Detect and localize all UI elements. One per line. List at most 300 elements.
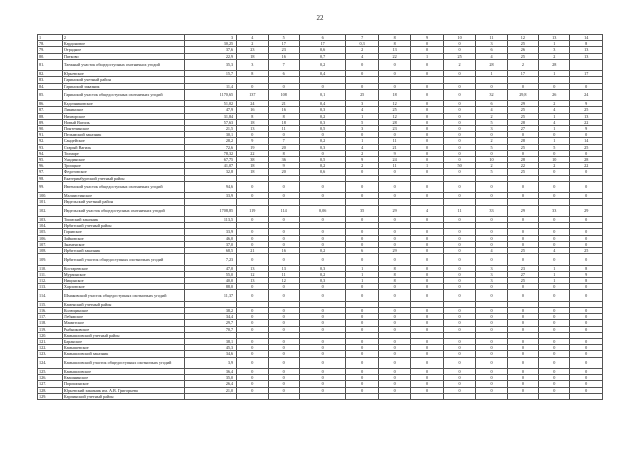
table-cell: 0 (443, 89, 475, 100)
table-cell: 0 (237, 181, 268, 192)
table-cell: 0,7 (299, 53, 346, 59)
table-cell: 0,06 (299, 205, 346, 216)
table-cell: 10 (476, 157, 507, 163)
table-cell: 4 (539, 107, 570, 113)
table-cell: 0,6 (299, 47, 346, 53)
table-cell: 1 (38, 35, 63, 41)
table-cell: 38,1 (185, 339, 237, 345)
table-cell: Ирбитский участок общедоступных охотничьих угодий (62, 254, 184, 265)
table-cell: 0 (346, 308, 378, 314)
table-cell: 3 (346, 126, 378, 132)
table-cell: 0 (346, 229, 378, 235)
table-cell: Пелымский заказник (62, 132, 184, 138)
table-cell: 0 (539, 229, 570, 235)
table-cell: 28 (378, 119, 410, 125)
table-cell: 0 (476, 387, 507, 393)
table-cell: Зайковское (62, 235, 184, 241)
table-cell: 1 (539, 278, 570, 284)
table-cell: 25 (507, 113, 538, 119)
table-cell: 72,6 (185, 144, 237, 150)
table-cell: 24 (570, 89, 603, 100)
table-cell: 0 (268, 326, 299, 332)
table-cell (299, 393, 346, 399)
table-cell: 0 (299, 193, 346, 199)
table-cell: 108. (38, 248, 63, 254)
table-cell: 0 (539, 308, 570, 314)
table-cell: 126. (38, 375, 63, 381)
table-cell: 0 (299, 229, 346, 235)
table-row (38, 290, 603, 301)
table-cell: 6 (476, 47, 507, 53)
table-cell: 113,5 (185, 217, 237, 223)
table-cell: 0 (443, 229, 475, 235)
table-cell: 0 (268, 241, 299, 247)
table-cell: 0 (539, 235, 570, 241)
table-cell: 25 (570, 107, 603, 113)
table-cell: 28 (507, 157, 538, 163)
table-cell: Кардоновое (62, 41, 184, 47)
table-cell: Лебяжское (62, 314, 184, 320)
table-cell: 0 (507, 83, 538, 89)
table-cell: 0 (443, 320, 475, 326)
table-cell: 37,6 (185, 47, 237, 53)
table-cell: 0 (507, 235, 538, 241)
table-cell: 0 (443, 326, 475, 332)
table-cell: 4 (237, 35, 268, 41)
table-cell: 0 (570, 193, 603, 199)
table-cell: 18 (237, 163, 268, 169)
table-cell: 0 (570, 326, 603, 332)
table-cell: 4 (476, 248, 507, 254)
table-cell: 114 (268, 205, 299, 216)
table-cell: 113. (38, 284, 63, 290)
table-cell: 0 (570, 308, 603, 314)
table-cell: 0 (476, 369, 507, 375)
table-cell: 0 (570, 169, 603, 175)
table-cell: 99. (38, 181, 63, 192)
table-cell: 17 (268, 41, 299, 47)
table-cell: 1 (539, 71, 570, 77)
table-cell: 0 (443, 113, 475, 119)
table-cell: 0 (299, 241, 346, 247)
table-cell: Горявское (62, 229, 184, 235)
table-cell: 0 (237, 357, 268, 368)
table-cell: 0 (411, 345, 443, 351)
table-cell: 0 (476, 181, 507, 192)
table-cell: 36 (268, 157, 299, 163)
table-row (38, 181, 603, 192)
table-cell: Троицкое (62, 163, 184, 169)
table-cell: 1 (346, 271, 378, 277)
table-cell: 0 (378, 71, 410, 77)
table-cell: 0 (268, 254, 299, 265)
table-cell: 0 (378, 381, 410, 387)
table-cell: 37,0 (185, 241, 237, 247)
table-cell: 0 (346, 132, 378, 138)
table-cell: Ирбитский заказник (62, 248, 184, 254)
table-cell: 0 (507, 193, 538, 199)
table-cell: 34,6 (185, 351, 237, 357)
table-cell: 0 (299, 351, 346, 357)
table-cell: 0 (539, 357, 570, 368)
table-cell: 21,5 (185, 126, 237, 132)
table-cell: 0 (268, 132, 299, 138)
table-cell: 23 (237, 47, 268, 53)
table-cell: 0 (411, 320, 443, 326)
table-cell: 1708,85 (185, 205, 237, 216)
table-cell: 14 (570, 138, 603, 144)
table-cell: 35 (346, 205, 378, 216)
table-cell: Костаревское (62, 265, 184, 271)
table-cell: 0 (268, 314, 299, 320)
table-cell: 0 (507, 326, 538, 332)
table-cell: 0 (443, 101, 475, 107)
table-cell: 0 (507, 357, 538, 368)
table-cell: 1 (539, 41, 570, 47)
table-cell: 116. (38, 308, 63, 314)
table-cell: 0 (411, 132, 443, 138)
table-cell: 0 (411, 271, 443, 277)
table-cell: 96. (38, 163, 63, 169)
table-cell: 11,37 (185, 290, 237, 301)
table-cell: 0 (539, 326, 570, 332)
table-cell: 0 (411, 248, 443, 254)
table-cell: 0 (507, 314, 538, 320)
table-cell: 0 (378, 169, 410, 175)
table-cell: 0 (411, 83, 443, 89)
table-cell: 0 (570, 381, 603, 387)
table-cell: 0,2 (299, 248, 346, 254)
table-cell: 0,4 (299, 71, 346, 77)
table-cell: 0 (299, 284, 346, 290)
table-cell: 118. (38, 320, 63, 326)
table-cell: 23 (507, 265, 538, 271)
table-cell: 25 (507, 278, 538, 284)
table-cell (443, 393, 475, 399)
table-cell: Юрьевский заказник им. А.В. Григорьева (62, 387, 184, 393)
table-cell: 25 (378, 107, 410, 113)
table-cell: 0 (346, 369, 378, 375)
table-cell: 0 (570, 181, 603, 192)
table-cell: 23 (378, 126, 410, 132)
table-cell: 0 (237, 369, 268, 375)
table-cell: 6 (346, 248, 378, 254)
table-cell: 0 (268, 290, 299, 301)
table-cell: 0 (411, 193, 443, 199)
table-cell: 47,0 (185, 265, 237, 271)
table-cell: 3 (185, 35, 237, 41)
table-cell: 28 (570, 157, 603, 163)
table-cell: 0 (299, 339, 346, 345)
table-cell: 0 (237, 375, 268, 381)
table-cell: 0 (237, 381, 268, 387)
table-cell: 0 (237, 351, 268, 357)
table-cell: 0 (411, 89, 443, 100)
table-cell: 90. (38, 126, 63, 132)
table-cell: 0 (346, 351, 378, 357)
table-cell: 0 (378, 387, 410, 393)
table-cell: 4 (411, 205, 443, 216)
table-cell: 7 (346, 35, 378, 41)
table-cell: 0 (443, 235, 475, 241)
table-cell: 0 (378, 351, 410, 357)
table-cell: Камышловский заказник (62, 351, 184, 357)
table-cell: 0 (443, 150, 475, 156)
table-cell: 0 (268, 217, 299, 223)
table-cell: Колюцинское (62, 308, 184, 314)
table-cell: 4 (346, 107, 378, 113)
table-cell: Старый Вагиль (62, 144, 184, 150)
table-cell: 0 (539, 241, 570, 247)
table-cell: 51,02 (185, 101, 237, 107)
table-row (38, 357, 603, 368)
table-cell: 0 (539, 345, 570, 351)
table-cell: 25 (507, 53, 538, 59)
table-cell: 7 (268, 59, 299, 70)
table-cell: Унадинское (62, 157, 184, 163)
table-cell: 0 (507, 284, 538, 290)
table-cell (185, 393, 237, 399)
table-cell: 33 (476, 205, 507, 216)
table-cell: 0 (570, 217, 603, 223)
table-cell: 2 (476, 163, 507, 169)
table-cell: 0 (299, 150, 346, 156)
table-cell: 28 (507, 119, 538, 125)
table-cell: 26,4 (185, 381, 237, 387)
table-cell: 0 (411, 381, 443, 387)
table-cell: 1 (539, 271, 570, 277)
table-cell: 0 (507, 320, 538, 326)
table-cell: 45,3 (185, 345, 237, 351)
table-row (38, 254, 603, 265)
table-cell: 12 (507, 35, 538, 41)
table-cell: 119 (237, 205, 268, 216)
table-cell: 0 (570, 320, 603, 326)
table-cell: 57,63 (185, 119, 237, 125)
table-cell: 0 (346, 381, 378, 387)
table-cell: 80. (38, 53, 63, 59)
table-cell: 0 (507, 181, 538, 192)
table-cell: 55,0 (185, 271, 237, 277)
table-cell: 32,8 (185, 169, 237, 175)
table-cell: 79. (38, 47, 63, 53)
table-cell: 4 (346, 53, 378, 59)
table-cell: 20 (268, 144, 299, 150)
table-cell: 0 (539, 169, 570, 175)
table-cell: 3 (476, 41, 507, 47)
table-cell: 125. (38, 369, 63, 375)
table-cell: 0 (476, 375, 507, 381)
table-cell: 67,75 (185, 157, 237, 163)
table-cell: 0 (411, 369, 443, 375)
table-cell: 0 (570, 351, 603, 357)
table-cell: 0 (443, 387, 475, 393)
table-cell: 0 (299, 357, 346, 368)
table-cell: 124. (38, 357, 63, 368)
table-cell: 6 (268, 71, 299, 77)
table-cell (570, 393, 603, 399)
table-cell: Нихворское (62, 113, 184, 119)
table-cell: 0,2 (299, 138, 346, 144)
table-cell: 0 (237, 229, 268, 235)
table-cell: 0 (346, 241, 378, 247)
table-cell: 13 (237, 126, 268, 132)
table-cell: 0 (268, 369, 299, 375)
table-cell: 120. (38, 332, 63, 338)
table-cell: 33,9 (185, 229, 237, 235)
table-cell: 0 (237, 308, 268, 314)
table-cell: Малиистинское (62, 193, 184, 199)
table-cell: 40,0 (185, 278, 237, 284)
table-cell: 0 (443, 271, 475, 277)
table-cell: 0 (299, 369, 346, 375)
table-cell: Знаменское (62, 241, 184, 247)
table-cell: 0 (507, 369, 538, 375)
table-cell: Ирбитский учетный район (62, 223, 184, 229)
table-cell: 0 (411, 254, 443, 265)
table-cell: Гаринский заказник (62, 83, 184, 89)
table-cell: 0 (411, 278, 443, 284)
table-cell: 1 (346, 265, 378, 271)
table-cell: 33 (539, 205, 570, 216)
data-table (37, 34, 603, 400)
table-cell: 0 (443, 193, 475, 199)
table-cell: 0 (237, 326, 268, 332)
table-cell: 25 (507, 169, 538, 175)
table-cell: 25 (507, 41, 538, 47)
table-cell: 0 (411, 290, 443, 301)
table-cell: 108 (268, 89, 299, 100)
table-cell: 0 (443, 47, 475, 53)
table-cell: 0 (443, 314, 475, 320)
table-cell: 3 (476, 126, 507, 132)
table-cell: 26 (539, 89, 570, 100)
table-cell: 14 (570, 35, 603, 41)
table-cell: 12 (237, 271, 268, 277)
table-cell: 87. (38, 107, 63, 113)
table-cell: 0 (237, 132, 268, 138)
table-cell: 0 (237, 254, 268, 265)
table-cell: 16 (237, 107, 268, 113)
table-cell: 1 (411, 53, 443, 59)
table-cell: 9 (237, 138, 268, 144)
table-cell: 0 (378, 345, 410, 351)
table-cell: 100. (38, 193, 63, 199)
table-cell: 0 (539, 320, 570, 326)
table-cell: 0 (507, 351, 538, 357)
table-cell: 29 (378, 248, 410, 254)
table-cell: 28 (476, 59, 507, 70)
table-cell: 0 (539, 387, 570, 393)
table-cell: 8 (268, 150, 299, 156)
table-cell: 0 (378, 284, 410, 290)
table-cell: 0 (268, 320, 299, 326)
table-cell: 0 (443, 308, 475, 314)
table-cell: 106. (38, 235, 63, 241)
table-cell: 127. (38, 381, 63, 387)
table-cell: 0 (411, 47, 443, 53)
table-cell: 0 (346, 83, 378, 89)
table-cell: 0 (268, 193, 299, 199)
table-cell: 9 (570, 126, 603, 132)
table-cell: 0 (346, 254, 378, 265)
table-cell: 0 (539, 181, 570, 192)
table-cell: 8 (570, 278, 603, 284)
table-cell: 93. (38, 144, 63, 150)
table-cell (507, 393, 538, 399)
table-cell: 0 (476, 314, 507, 320)
table-cell: 2 (346, 163, 378, 169)
table-cell: 0 (507, 132, 538, 138)
table-cell: 0 (237, 290, 268, 301)
table-cell: 97. (38, 169, 63, 175)
table-cell: 89. (38, 119, 63, 125)
table-cell: 0 (411, 181, 443, 192)
table-cell: 0 (411, 357, 443, 368)
table-cell: Гаринский учетный район (62, 77, 184, 83)
table-cell: Ивдельский участок общедоступных охотничьих угодий (62, 205, 184, 216)
table-cell: 21 (268, 101, 299, 107)
table-cell: 3 (346, 101, 378, 107)
table-cell: 0 (570, 369, 603, 375)
table-cell: 0 (411, 229, 443, 235)
table-cell: 78,32 (185, 150, 237, 156)
table-cell: 0 (507, 339, 538, 345)
table-cell: 25 (507, 248, 538, 254)
table-cell: 91. (38, 132, 63, 138)
table-cell: 119. (38, 326, 63, 332)
table-cell: 25 (507, 144, 538, 150)
table-cell: 103. (38, 217, 63, 223)
table-cell: 0 (268, 308, 299, 314)
table-cell: 0 (443, 181, 475, 192)
table-cell: 9 (346, 157, 378, 163)
table-cell: 8 (378, 278, 410, 284)
table-cell: 0 (237, 83, 268, 89)
table-cell: 0 (299, 381, 346, 387)
table-cell: 0 (378, 59, 410, 70)
table-cell: 12 (378, 101, 410, 107)
table-cell: 0 (268, 284, 299, 290)
table-cell: 0 (539, 193, 570, 199)
table-cell: 0 (346, 235, 378, 241)
table-cell: 0 (411, 101, 443, 107)
table-cell: Ликинское (62, 107, 184, 113)
table-cell: 94. (38, 150, 63, 156)
table-cell: 0 (476, 217, 507, 223)
table-cell: 0 (378, 290, 410, 301)
table-cell: 0 (411, 126, 443, 132)
table-cell: Шмаковский участок общедоступных охотничьих угодий (62, 290, 184, 301)
table-cell: 34,4 (185, 314, 237, 320)
table-cell: 0 (443, 107, 475, 113)
table-cell: 5 (476, 169, 507, 175)
table-cell: Гаринский участок общедоступных охотничьих угодий (62, 89, 184, 100)
table-cell: 121. (38, 339, 63, 345)
table-cell: 0 (570, 150, 603, 156)
table-cell: 137 (237, 89, 268, 100)
table-cell: 0 (476, 83, 507, 89)
table-cell: 104. (38, 223, 63, 229)
table-cell: 0 (378, 326, 410, 332)
table-cell: 0 (378, 217, 410, 223)
table-cell: 0 (507, 375, 538, 381)
table-cell: 0 (299, 83, 346, 89)
table-cell: 0 (237, 314, 268, 320)
table-cell: 0 (411, 308, 443, 314)
table-cell: Понтечинское (62, 126, 184, 132)
table-cell: 0 (378, 320, 410, 326)
